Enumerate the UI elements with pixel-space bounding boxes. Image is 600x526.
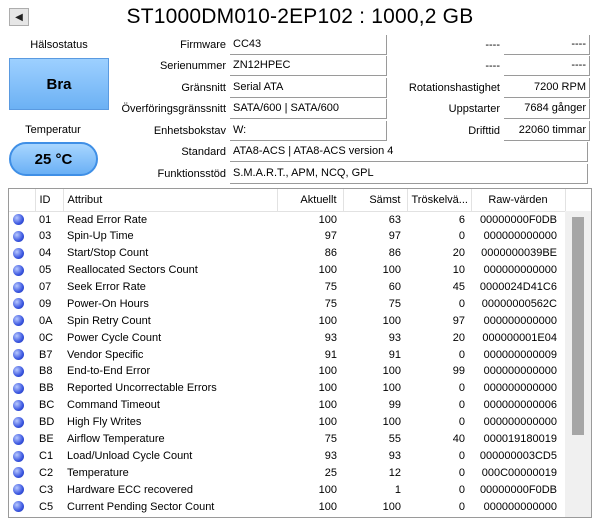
status-cell <box>9 447 35 464</box>
attribute-id: 07 <box>39 281 52 293</box>
attribute-current: 86 <box>324 247 337 260</box>
attribute-worst: 93 <box>388 449 401 462</box>
attribute-name: High Fly Writes <box>67 416 142 429</box>
attribute-name: Vendor Specific <box>67 348 144 361</box>
attribute-threshold: 0 <box>458 466 465 479</box>
attribute-name: Power-On Hours <box>67 297 149 310</box>
attribute-threshold: 0 <box>458 382 465 395</box>
status-dot-icon <box>13 332 24 343</box>
attribute-name: Start/Stop Count <box>67 247 149 260</box>
attribute-name: Command Timeout <box>67 399 160 412</box>
header-attribute[interactable]: Attribut <box>63 189 277 211</box>
status-cell <box>9 279 35 296</box>
attribute-name: Seek Error Rate <box>67 281 146 293</box>
attribute-name: Current Pending Sector Count <box>67 500 215 513</box>
attribute-id: 04 <box>39 247 52 260</box>
attribute-current: 75 <box>324 281 337 293</box>
table-row[interactable] <box>9 211 565 228</box>
attribute-threshold: 0 <box>458 416 465 429</box>
attribute-name: Spin-Up Time <box>67 230 134 243</box>
status-cell <box>9 329 35 346</box>
status-dot-icon <box>13 383 24 394</box>
status-cell <box>9 245 35 262</box>
attribute-worst: 12 <box>388 466 401 479</box>
attribute-id: BC <box>39 399 55 412</box>
attribute-id: 09 <box>39 297 52 310</box>
attribute-name: Hardware ECC recovered <box>67 483 193 496</box>
table-row[interactable] <box>9 397 565 414</box>
attribute-worst: 100 <box>382 500 401 513</box>
status-dot-icon <box>13 434 24 445</box>
table-row[interactable] <box>9 279 565 296</box>
attribute-threshold: 0 <box>458 399 465 412</box>
attribute-worst: 100 <box>382 416 401 429</box>
features-value: S.M.A.R.T., APM, NCQ, GPL <box>230 164 588 184</box>
status-dot-icon <box>13 298 24 309</box>
attribute-current: 100 <box>318 416 337 429</box>
status-cell <box>9 211 35 228</box>
status-cell <box>9 431 35 448</box>
attribute-current: 93 <box>324 331 337 344</box>
attribute-worst: 93 <box>388 331 401 344</box>
attribute-raw-value: 0000000039BE <box>481 247 557 260</box>
attribute-worst: 100 <box>382 382 401 395</box>
power-on-hours-label: Drifttid <box>468 125 500 137</box>
attribute-id: C3 <box>39 483 54 496</box>
attribute-id: C1 <box>39 449 54 462</box>
attribute-current: 93 <box>324 449 337 462</box>
attribute-threshold: 20 <box>452 247 465 260</box>
attribute-id: BB <box>39 382 54 395</box>
attribute-threshold: 0 <box>458 297 465 310</box>
attribute-id: C5 <box>39 500 54 513</box>
attribute-current: 25 <box>324 466 337 479</box>
table-row[interactable] <box>9 295 565 312</box>
vertical-scrollbar[interactable] <box>565 211 591 517</box>
status-cell <box>9 397 35 414</box>
attribute-id: 0A <box>39 314 53 327</box>
table-row[interactable] <box>9 498 565 515</box>
attribute-name: Load/Unload Cycle Count <box>67 449 193 462</box>
attribute-current: 75 <box>324 433 337 446</box>
status-cell <box>9 414 35 431</box>
health-status-value: Bra <box>46 75 72 93</box>
attribute-threshold: 97 <box>452 314 465 327</box>
drive-letter-label: Enhetsbokstav <box>153 125 226 137</box>
attribute-id: 03 <box>39 230 52 243</box>
standard-label: Standard <box>181 146 226 158</box>
firmware-value: CC43 <box>230 35 387 55</box>
attribute-threshold: 20 <box>452 331 465 344</box>
temperature-label: Temperatur <box>25 124 81 136</box>
transfer-mode-value: SATA/600 | SATA/600 <box>230 99 387 119</box>
attribute-worst: 99 <box>388 399 401 412</box>
status-dot-icon <box>13 451 24 462</box>
attribute-threshold: 10 <box>452 264 465 277</box>
attribute-worst: 100 <box>382 314 401 327</box>
attribute-threshold: 0 <box>458 230 465 243</box>
serial-label: Serienummer <box>159 60 226 72</box>
header-raw-values[interactable]: Raw-värden <box>471 189 565 211</box>
features-label: Funktionsstöd <box>157 168 226 180</box>
attribute-current: 100 <box>318 213 337 226</box>
status-cell <box>9 363 35 380</box>
status-cell <box>9 498 35 515</box>
attribute-threshold: 0 <box>458 449 465 462</box>
attribute-id: BD <box>39 416 55 429</box>
attribute-threshold: 99 <box>452 365 465 378</box>
attribute-threshold: 6 <box>458 213 465 226</box>
scrollbar-thumb[interactable] <box>572 217 584 435</box>
status-dot-icon <box>13 265 24 276</box>
status-cell <box>9 295 35 312</box>
status-cell <box>9 380 35 397</box>
disk-title: ST1000DM010-2EP102 : 1000,2 GB <box>126 5 474 28</box>
status-dot-icon <box>13 349 24 360</box>
attribute-raw-value: 00000000562C <box>481 297 557 310</box>
attribute-raw-value: 0000024D41C6 <box>479 281 557 293</box>
attribute-threshold: 45 <box>452 281 465 293</box>
status-dot-icon <box>13 315 24 326</box>
status-dot-icon <box>13 501 24 512</box>
attribute-worst: 63 <box>388 213 401 226</box>
health-status-label: Hälsostatus <box>30 39 88 51</box>
status-dot-icon <box>13 467 24 478</box>
back-arrow-icon: ◀ <box>15 11 23 23</box>
power-on-hours-value: 22060 timmar <box>504 121 590 141</box>
header-worst[interactable]: Sämst <box>343 189 407 211</box>
attribute-name: Reallocated Sectors Count <box>67 264 198 277</box>
attribute-threshold: 0 <box>458 500 465 513</box>
attribute-current: 91 <box>324 348 337 361</box>
transfer-mode-label: Överföringsgränssnitt <box>121 103 226 115</box>
attribute-raw-value: 00000000F0DB <box>479 213 557 226</box>
attribute-threshold: 40 <box>452 433 465 446</box>
attribute-threshold: 0 <box>458 483 465 496</box>
attribute-id: C2 <box>39 466 54 479</box>
table-row[interactable] <box>9 245 565 262</box>
table-row[interactable] <box>9 431 565 448</box>
attribute-current: 100 <box>318 264 337 277</box>
attribute-raw-value: 000000000000 <box>483 264 557 277</box>
rotation-rate-label: Rotationshastighet <box>408 82 500 94</box>
smart-attributes-table <box>8 188 592 518</box>
attribute-name: Airflow Temperature <box>67 433 165 446</box>
attribute-current: 100 <box>318 500 337 513</box>
attribute-worst: 1 <box>394 483 401 496</box>
attribute-current: 100 <box>318 314 337 327</box>
status-dot-icon <box>13 400 24 411</box>
status-dot-icon <box>13 248 24 259</box>
status-dot-icon <box>13 484 24 495</box>
attribute-raw-value: 000000000000 <box>483 230 557 243</box>
attribute-current: 100 <box>318 382 337 395</box>
attribute-worst: 100 <box>382 264 401 277</box>
table-row[interactable] <box>9 312 565 329</box>
attribute-worst: 86 <box>388 247 401 260</box>
attribute-name: End-to-End Error <box>67 365 151 378</box>
attribute-current: 100 <box>318 399 337 412</box>
serial-value: ZN12HPEC <box>230 56 387 76</box>
status-cell <box>9 481 35 498</box>
status-dot-icon <box>13 214 24 225</box>
status-dot-icon <box>13 282 24 293</box>
placeholder-label-1: ---- <box>485 39 500 51</box>
attribute-worst: 97 <box>388 230 401 243</box>
placeholder-value-2: ---- <box>504 56 590 76</box>
interface-value: Serial ATA <box>230 78 387 98</box>
status-dot-icon <box>13 417 24 428</box>
attribute-current: 75 <box>324 297 337 310</box>
attribute-name: Power Cycle Count <box>67 331 162 344</box>
status-cell <box>9 464 35 481</box>
attribute-raw-value: 00000000F0DB <box>479 483 557 496</box>
attribute-worst: 100 <box>382 365 401 378</box>
attribute-name: Temperature <box>67 466 129 479</box>
attribute-raw-value: 000000000006 <box>483 399 557 412</box>
attribute-raw-value: 000C00000019 <box>481 466 557 479</box>
status-dot-icon <box>13 366 24 377</box>
standard-value: ATA8-ACS | ATA8-ACS version 4 <box>230 142 588 162</box>
attribute-id: 0C <box>39 331 54 344</box>
table-row[interactable] <box>9 329 565 346</box>
attribute-worst: 60 <box>388 281 401 293</box>
placeholder-value-1: ---- <box>504 35 590 55</box>
attribute-current: 100 <box>318 365 337 378</box>
attribute-id: 01 <box>39 213 52 226</box>
attribute-name: Spin Retry Count <box>67 314 151 327</box>
table-row[interactable] <box>9 414 565 431</box>
attribute-name: Reported Uncorrectable Errors <box>67 382 217 395</box>
table-row[interactable] <box>9 481 565 498</box>
table-row[interactable] <box>9 447 565 464</box>
attribute-raw-value: 000000003CD5 <box>479 449 557 462</box>
table-row[interactable] <box>9 346 565 363</box>
header-status[interactable] <box>9 189 35 211</box>
attribute-raw-value: 000000000000 <box>483 416 557 429</box>
attribute-raw-value: 000019180019 <box>483 433 557 446</box>
rotation-rate-value: 7200 RPM <box>504 78 590 98</box>
interface-label: Gränsnitt <box>181 82 226 94</box>
power-on-count-value: 7684 gånger <box>504 99 590 119</box>
attribute-raw-value: 000000000000 <box>483 500 557 513</box>
attribute-current: 97 <box>324 230 337 243</box>
attribute-worst: 55 <box>388 433 401 446</box>
attribute-id: 05 <box>39 264 52 277</box>
attribute-raw-value: 000000000009 <box>483 348 557 361</box>
attribute-id: B8 <box>39 365 53 378</box>
temperature-value: 25 °C <box>34 150 73 168</box>
attribute-raw-value: 000000001E04 <box>482 331 557 344</box>
attribute-raw-value: 000000000000 <box>483 365 557 378</box>
header-id[interactable]: ID <box>35 189 63 211</box>
firmware-label: Firmware <box>180 39 226 51</box>
attribute-name: Read Error Rate <box>67 213 148 226</box>
status-cell <box>9 312 35 329</box>
attribute-threshold: 0 <box>458 348 465 361</box>
status-dot-icon <box>13 231 24 242</box>
table-row[interactable] <box>9 363 565 380</box>
attribute-worst: 91 <box>388 348 401 361</box>
power-on-count-label: Uppstarter <box>448 103 500 115</box>
attribute-worst: 75 <box>388 297 401 310</box>
table-row[interactable] <box>9 464 565 481</box>
attribute-raw-value: 000000000000 <box>483 382 557 395</box>
table-row[interactable] <box>9 380 565 397</box>
table-row[interactable] <box>9 262 565 279</box>
status-cell <box>9 346 35 363</box>
table-row[interactable] <box>9 228 565 245</box>
header-threshold[interactable]: Tröskelvä... <box>407 189 471 211</box>
status-cell <box>9 262 35 279</box>
attribute-id: BE <box>39 433 54 446</box>
table-header-row <box>9 189 565 211</box>
attribute-raw-value: 000000000000 <box>483 314 557 327</box>
placeholder-label-2: ---- <box>485 60 500 72</box>
header-current[interactable]: Aktuellt <box>277 189 343 211</box>
attribute-id: B7 <box>39 348 53 361</box>
drive-letter-value: W: <box>230 121 387 141</box>
attribute-current: 100 <box>318 483 337 496</box>
status-cell <box>9 228 35 245</box>
